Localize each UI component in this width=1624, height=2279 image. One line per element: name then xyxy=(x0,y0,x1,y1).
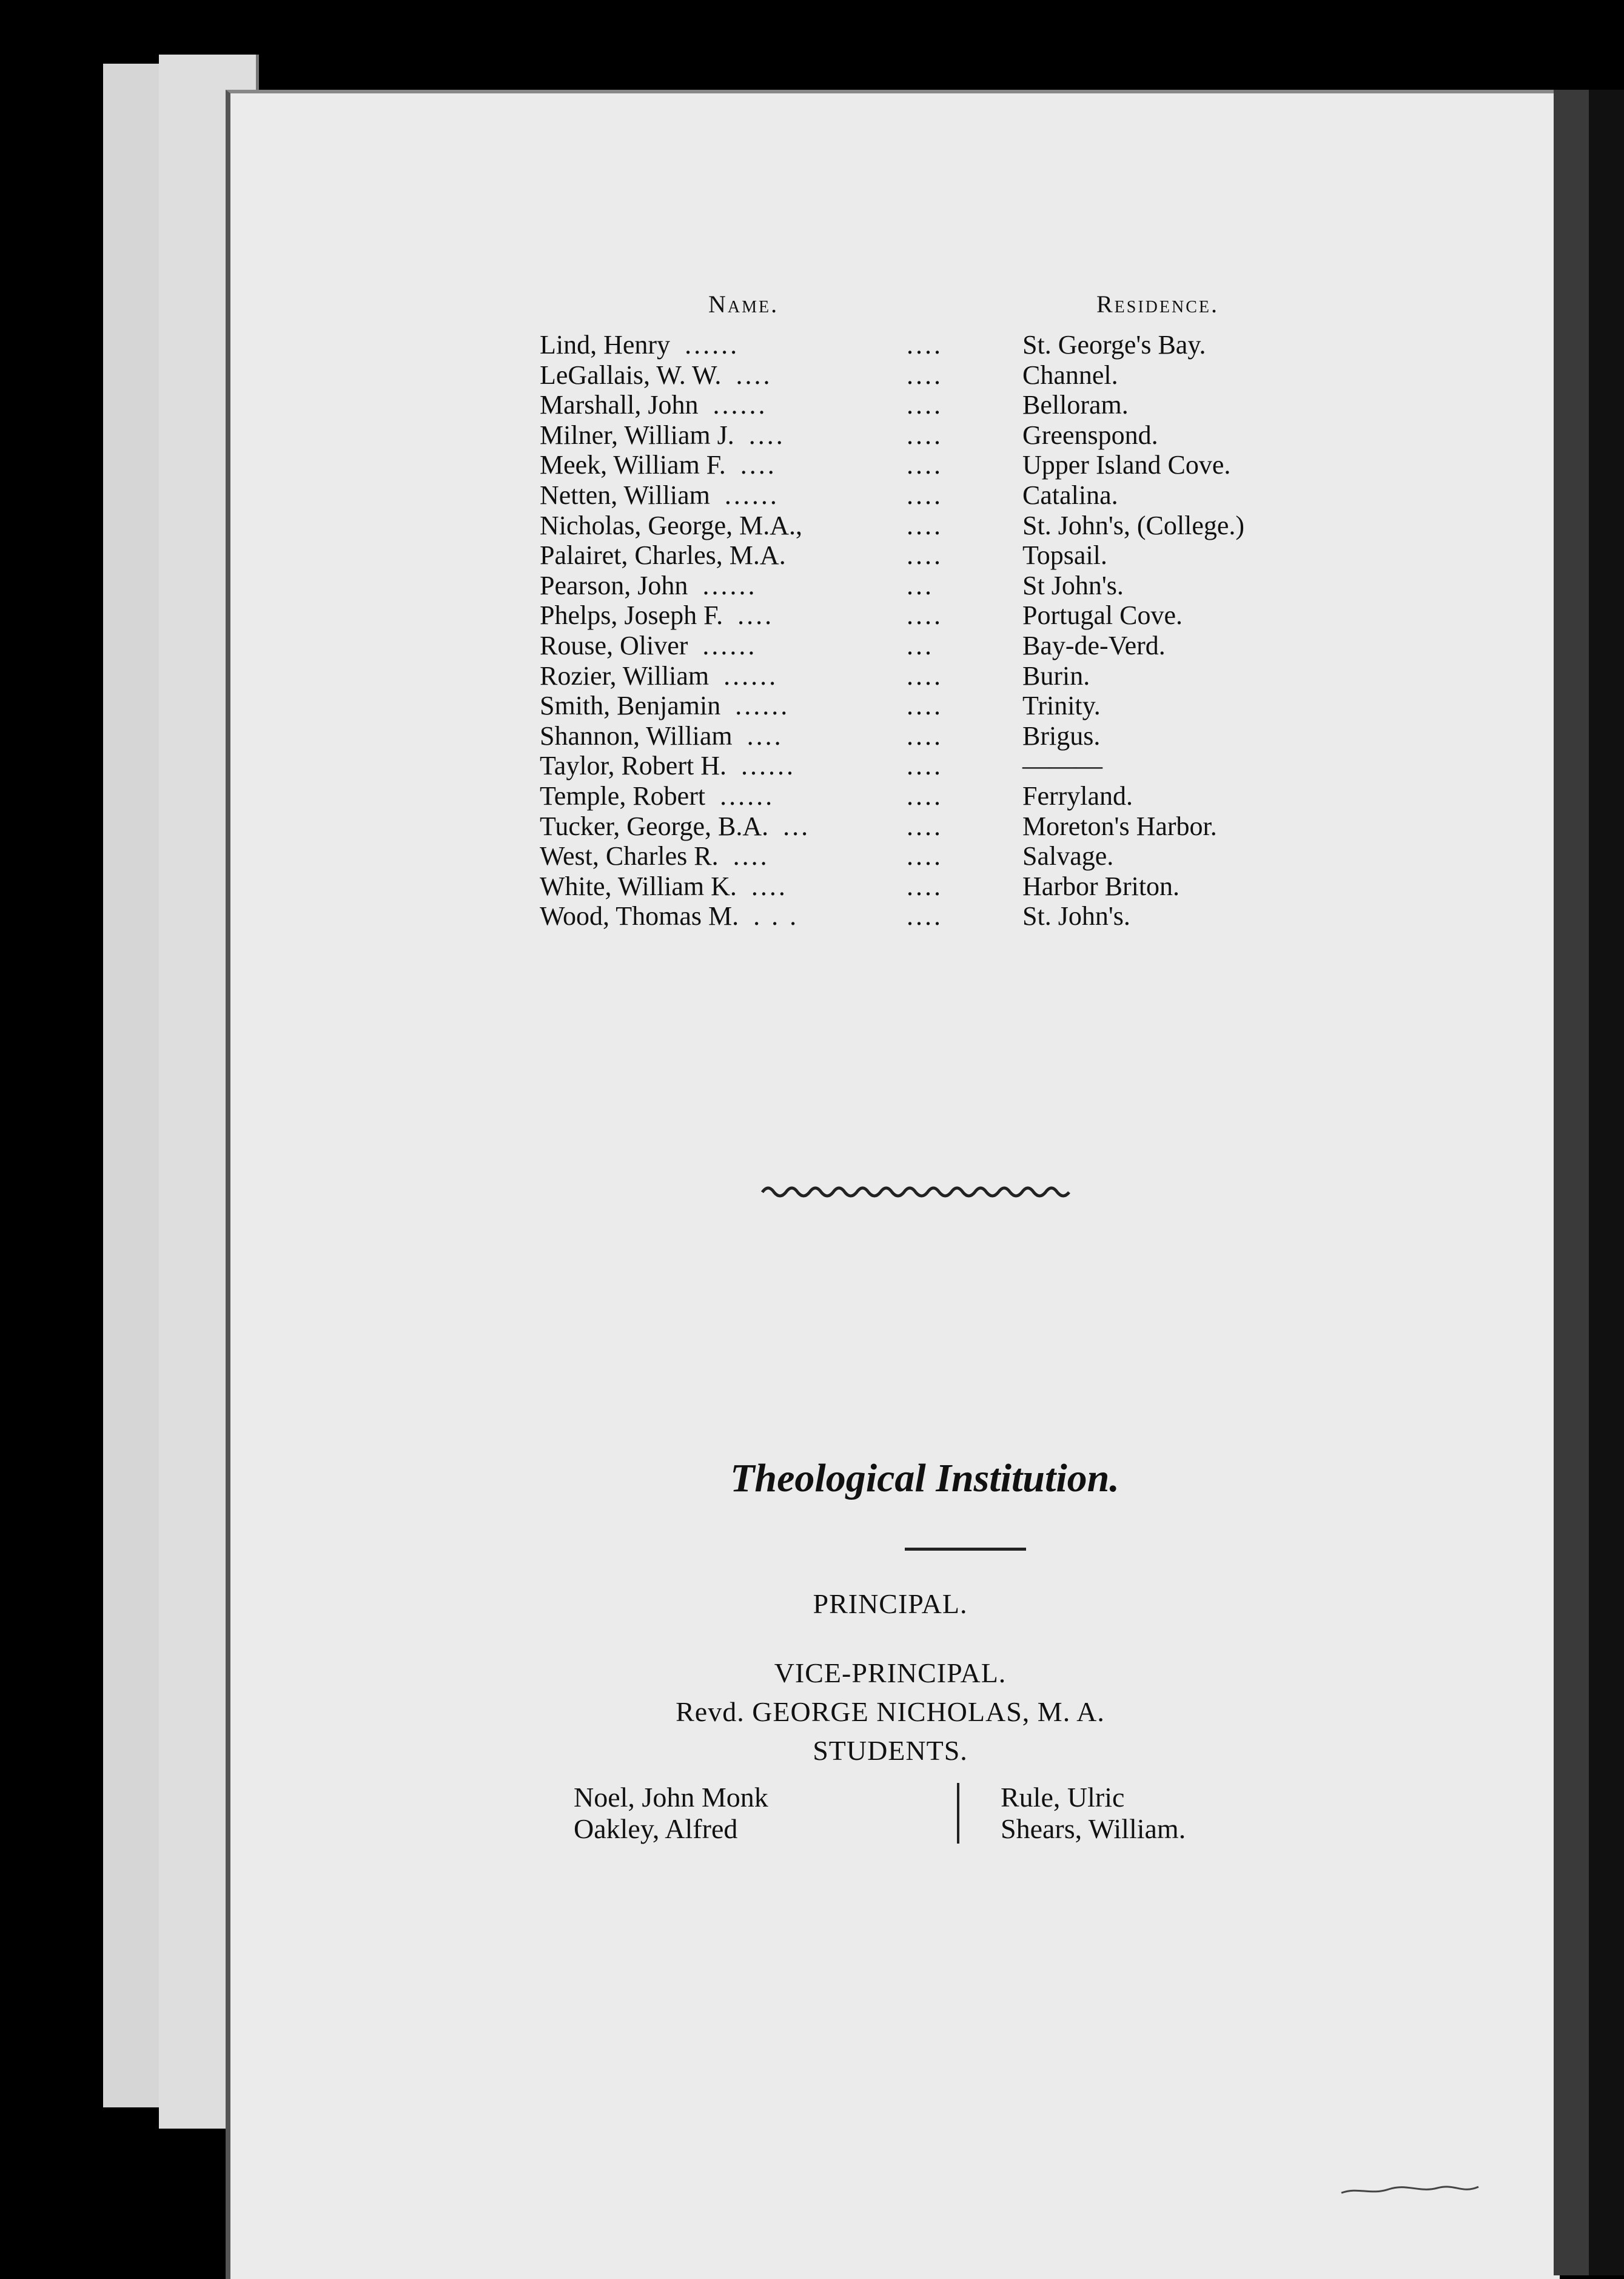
roster-row xyxy=(540,691,1328,721)
roster-row xyxy=(540,751,1328,781)
leader-dots: .... xyxy=(733,841,770,871)
residence-entry: ——— xyxy=(1022,751,1102,781)
residence-entry: Harbor Briton. xyxy=(1022,871,1180,901)
leader-dots: ... xyxy=(907,570,934,600)
student-entry-name: Shannon, William xyxy=(540,720,733,751)
students-label: STUDENTS. xyxy=(813,1735,968,1766)
residence-entry: Channel. xyxy=(1022,360,1118,390)
roster-row xyxy=(540,511,1328,541)
leader-dots: ...... xyxy=(702,631,757,660)
leader-dots: ...... xyxy=(740,751,796,781)
student-entry-name: Lind, Henry xyxy=(540,330,671,360)
student-entry-name: Nicholas, George, M.A., xyxy=(540,510,802,540)
leader-dots: .... xyxy=(907,901,943,931)
leader-dots: ...... xyxy=(685,330,740,360)
leader-dots: . . . xyxy=(753,901,799,931)
leader-dots: ...... xyxy=(723,660,779,691)
student-entry-name: Wood, Thomas M. xyxy=(540,901,739,931)
leader-dots: .... xyxy=(737,600,774,631)
leader-dots: .... xyxy=(907,510,943,540)
roster-row xyxy=(540,901,1328,931)
residence-entry: Catalina. xyxy=(1022,480,1118,510)
roster-row xyxy=(540,811,1328,842)
residence-entry: Brigus. xyxy=(1022,720,1101,751)
student-entry-name: LeGallais, W. W. xyxy=(540,360,722,390)
leader-dots: .... xyxy=(736,360,773,390)
roster-row xyxy=(540,600,1328,631)
leader-dots: .... xyxy=(907,720,943,751)
roster-row xyxy=(540,841,1328,871)
residence-entry: Burin. xyxy=(1022,660,1090,691)
leader-dots: ...... xyxy=(735,691,790,721)
wavy-separator xyxy=(761,1179,1070,1203)
student-entry-name: Phelps, Joseph F. xyxy=(540,600,723,631)
leader-dots: .... xyxy=(907,781,943,811)
roster-row xyxy=(540,781,1328,811)
leader-dots: .... xyxy=(907,691,943,721)
leader-dots: ...... xyxy=(720,781,775,811)
leader-dots: .... xyxy=(907,540,943,571)
student-name: Oakley, Alfred xyxy=(574,1813,738,1844)
leader-dots: .... xyxy=(748,420,785,450)
residence-entry: Ferryland. xyxy=(1022,781,1133,811)
leader-dots: .... xyxy=(907,360,943,390)
roster-row xyxy=(540,330,1328,360)
handwritten-mark xyxy=(1340,2181,1480,2199)
name-column-header: Name. xyxy=(708,290,779,318)
leader-dots: .... xyxy=(907,420,943,450)
residence-entry: Moreton's Harbor. xyxy=(1022,811,1217,841)
student-entry-name: Rouse, Oliver xyxy=(540,631,688,660)
roster-row xyxy=(540,420,1328,451)
roster-row xyxy=(540,390,1328,420)
leader-dots: .... xyxy=(907,450,943,480)
leader-dots: ...... xyxy=(702,570,757,600)
student-entry-name: Netten, William xyxy=(540,480,710,510)
leader-dots: ...... xyxy=(713,390,768,420)
residence-entry: Bay-de-Verd. xyxy=(1022,631,1166,660)
residence-entry: Salvage. xyxy=(1022,841,1114,871)
student-entry-name: West, Charles R. xyxy=(540,841,719,871)
residence-entry: St. John's, (College.) xyxy=(1022,510,1245,540)
residence-entry: Upper Island Cove. xyxy=(1022,450,1231,480)
residence-entry: St. George's Bay. xyxy=(1022,330,1206,360)
leader-dots: .... xyxy=(907,480,943,510)
leader-dots: .... xyxy=(747,720,783,751)
student-name: Shears, William. xyxy=(1001,1813,1186,1844)
residence-entry: St. John's. xyxy=(1022,901,1130,931)
leader-dots: ... xyxy=(907,631,934,660)
roster-row xyxy=(540,480,1328,511)
binding-edge xyxy=(1589,90,1624,2275)
residence-entry: Belloram. xyxy=(1022,390,1129,420)
student-entry-name: White, William K. xyxy=(540,871,737,901)
student-entry-name: Marshall, John xyxy=(540,390,699,420)
student-entry-name: Meek, William F. xyxy=(540,450,726,480)
students-right-column xyxy=(1001,1782,1186,1845)
leader-dots: .... xyxy=(907,871,943,901)
leader-dots: ... xyxy=(783,811,811,841)
residence-entry: Greenspond. xyxy=(1022,420,1158,450)
roster-row xyxy=(540,721,1328,751)
roster-row xyxy=(540,871,1328,902)
roster-row xyxy=(540,661,1328,691)
vice-principal-label: VICE-PRINCIPAL. xyxy=(774,1657,1007,1688)
section-title: Theological Institution. xyxy=(730,1456,1119,1500)
student-entry-name: Smith, Benjamin xyxy=(540,691,721,721)
leader-dots: .... xyxy=(751,871,788,901)
leader-dots: .... xyxy=(740,450,777,480)
student-name: Rule, Ulric xyxy=(1001,1782,1125,1813)
roster-row xyxy=(540,360,1328,391)
roster-row xyxy=(540,571,1328,601)
student-entry-name: Taylor, Robert H. xyxy=(540,751,726,781)
residence-entry: Trinity. xyxy=(1022,691,1101,721)
roster-row xyxy=(540,540,1328,571)
roster-row xyxy=(540,450,1328,480)
residence-entry: Topsail. xyxy=(1022,540,1107,571)
student-entry-name: Tucker, George, B.A. xyxy=(540,811,769,841)
student-column-divider xyxy=(957,1783,959,1844)
leader-dots: .... xyxy=(907,841,943,871)
residence-entry: Portugal Cove. xyxy=(1022,600,1183,631)
student-entry-name: Rozier, William xyxy=(540,660,710,691)
leader-dots: ...... xyxy=(724,480,779,510)
leader-dots: .... xyxy=(907,660,943,691)
leader-dots: .... xyxy=(907,600,943,631)
residence-entry: St John's. xyxy=(1022,570,1124,600)
principal-label: PRINCIPAL. xyxy=(813,1588,968,1619)
student-entry-name: Milner, William J. xyxy=(540,420,734,450)
title-rule xyxy=(905,1548,1026,1551)
leader-dots: .... xyxy=(907,390,943,420)
residence-column-header: Residence. xyxy=(1096,290,1220,318)
student-entry-name: Temple, Robert xyxy=(540,781,706,811)
vice-principal-name: Revd. GEORGE NICHOLAS, M. A. xyxy=(676,1696,1105,1727)
binding-spine xyxy=(1554,90,1590,2275)
leader-dots: .... xyxy=(907,330,943,360)
students-left-column xyxy=(574,1782,768,1845)
leader-dots: .... xyxy=(907,751,943,781)
roster-row xyxy=(540,631,1328,661)
student-entry-name: Palairet, Charles, M.A. xyxy=(540,540,786,571)
student-name: Noel, John Monk xyxy=(574,1782,768,1813)
leader-dots: .... xyxy=(907,811,943,841)
student-entry-name: Pearson, John xyxy=(540,570,688,600)
